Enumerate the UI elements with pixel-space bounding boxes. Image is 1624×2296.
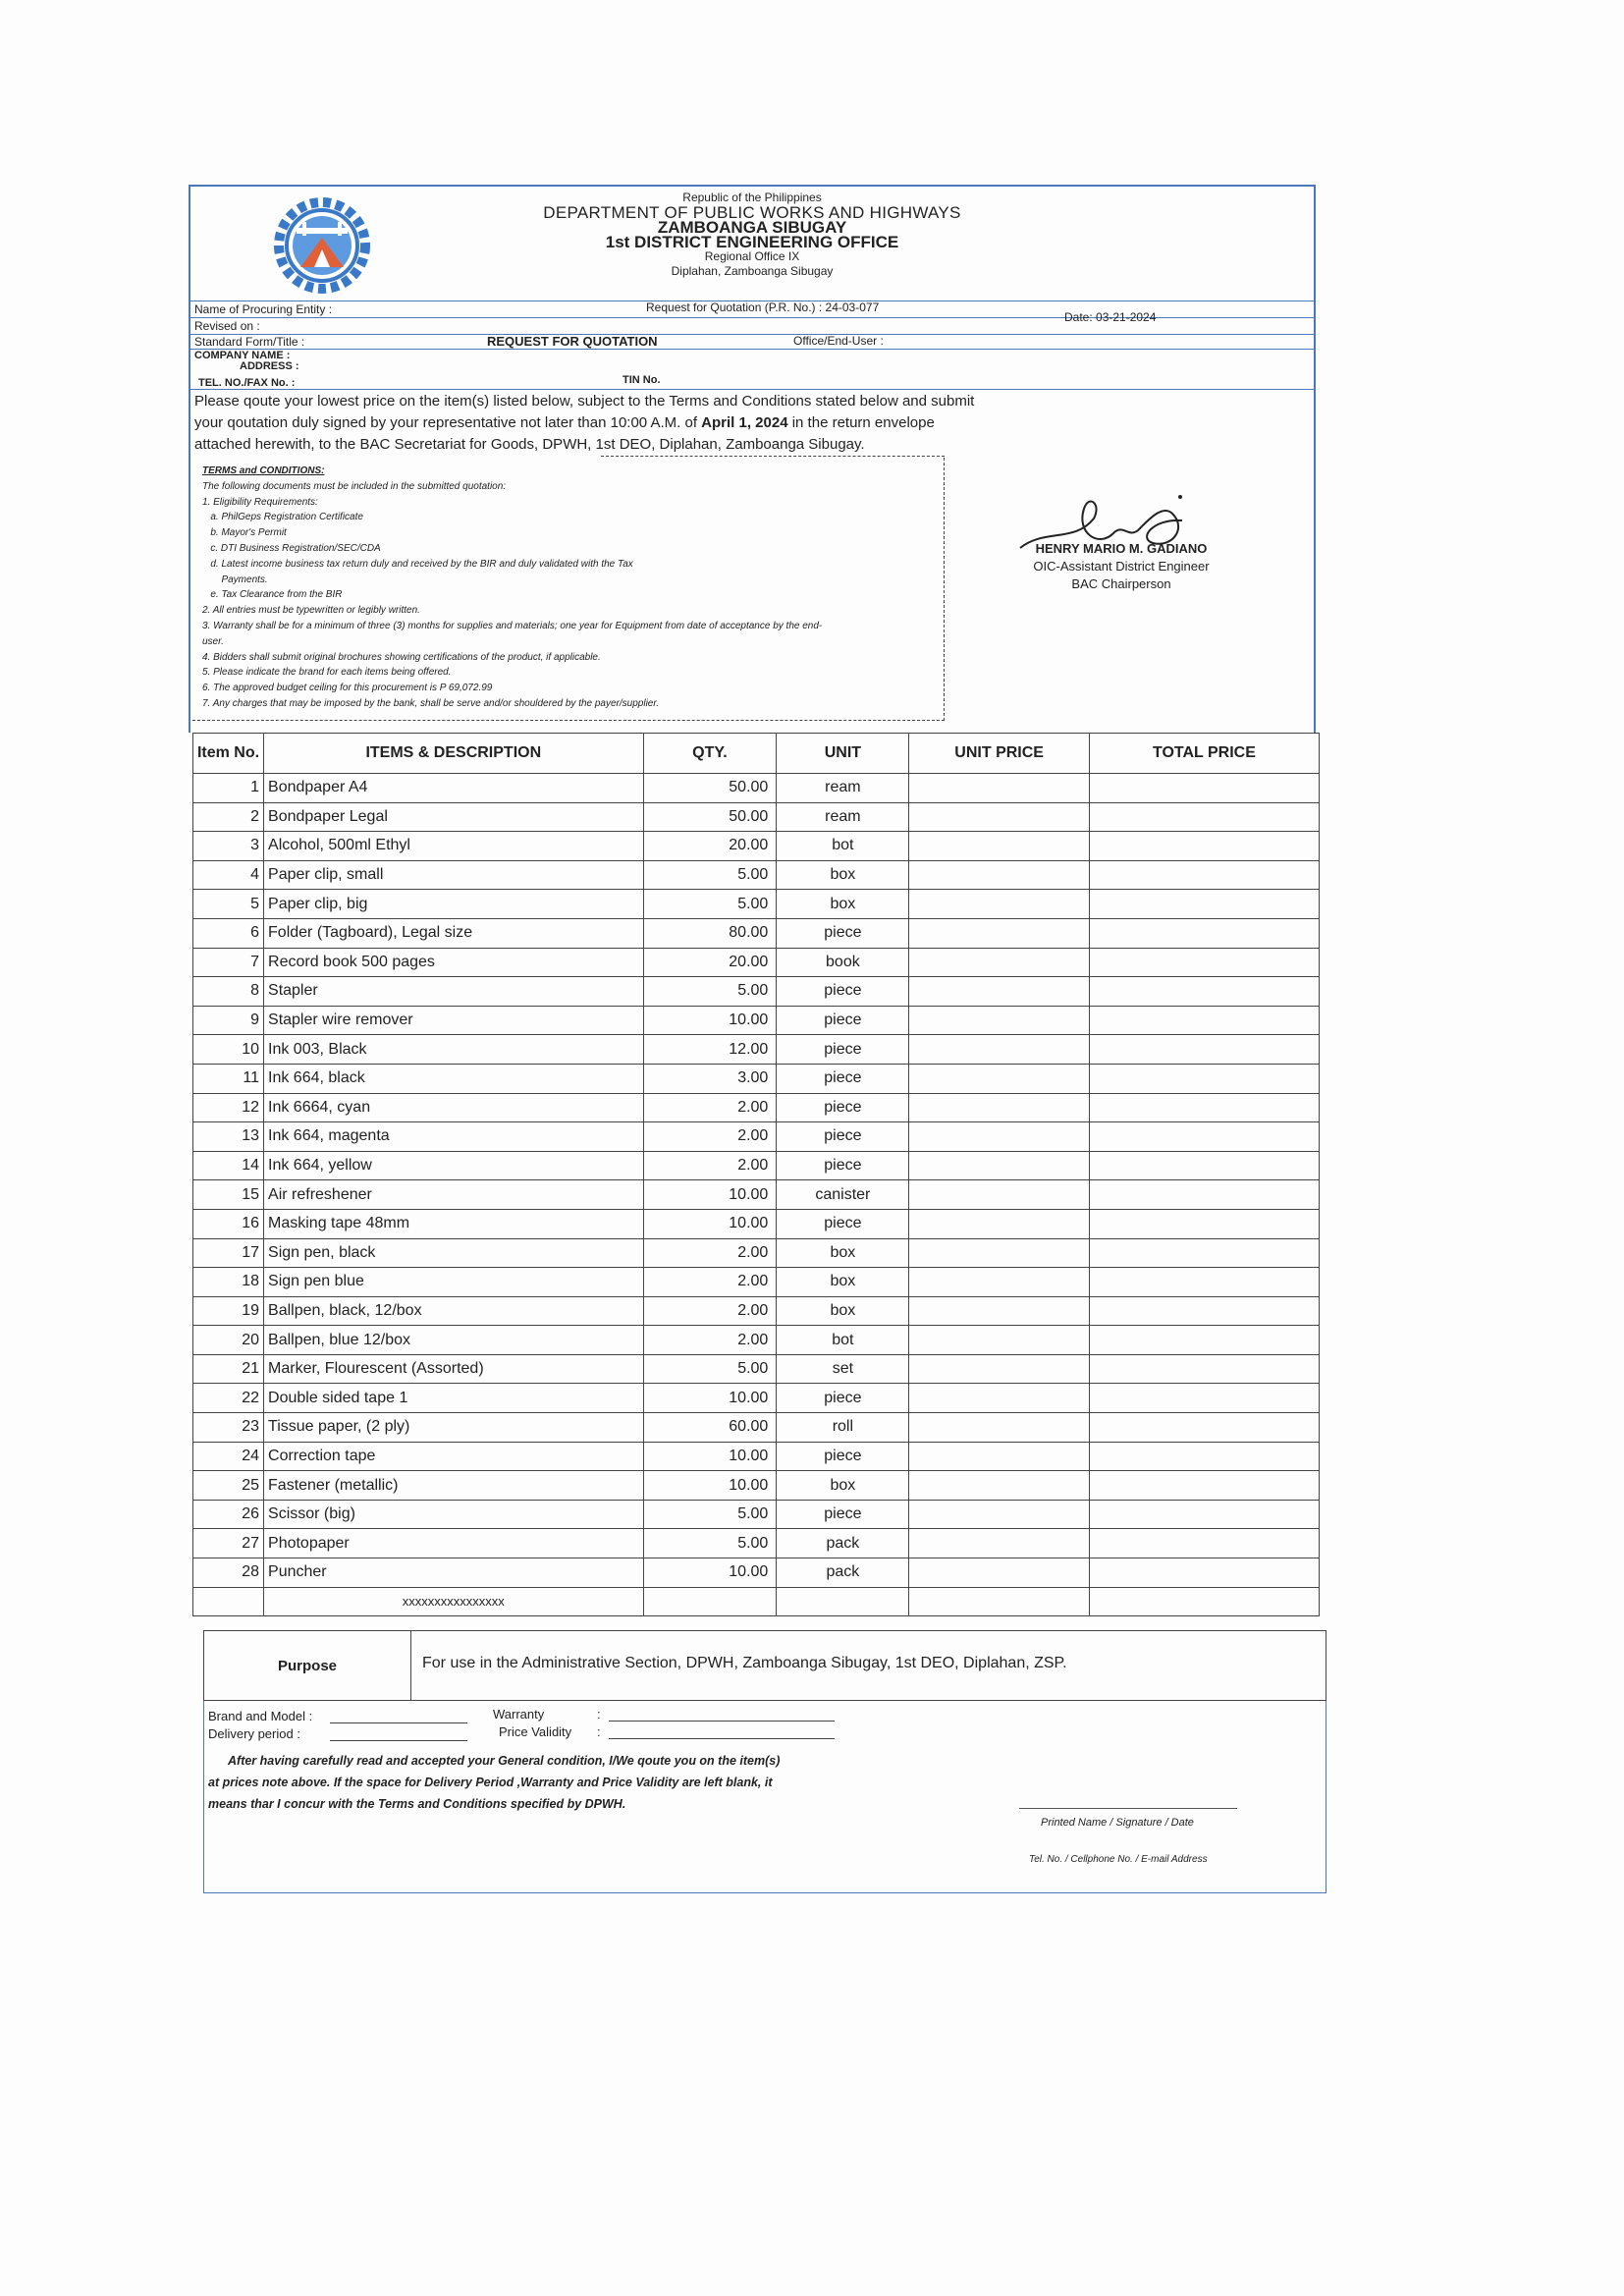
item-number: 28 (193, 1558, 264, 1588)
item-unit: box (777, 1471, 909, 1501)
col-unit-price: UNIT PRICE (909, 734, 1089, 774)
item-qty: 10.00 (643, 1558, 777, 1588)
item-description: Marker, Flourescent (Assorted) (264, 1354, 644, 1384)
table-row (193, 1413, 1320, 1443)
table-row (193, 1209, 1320, 1238)
note-line-1: After having carefully read and accepted your General condition, I/We qoute you on the item(s) (228, 1754, 781, 1768)
item-number: 3 (193, 832, 264, 861)
total-price-cell[interactable] (1089, 1529, 1319, 1558)
department-name: DEPARTMENT OF PUBLIC WORKS AND HIGHWAYS (543, 203, 961, 222)
item-number: 16 (193, 1209, 264, 1238)
terms-line: 4. Bidders shall submit original brochures showing certifications of the product, if applicable. (202, 651, 601, 663)
office-end-user-label: Office/End-User : (793, 334, 884, 348)
intro-line-3: attached herewith, to the BAC Secretariat for Goods, DPWH, 1st DEO, Diplahan, Zamboanga Sibugay. (194, 436, 865, 453)
item-number: 17 (193, 1238, 264, 1268)
item-number: 5 (193, 890, 264, 919)
revised-on-label: Revised on : (194, 319, 260, 333)
item-description: Stapler (264, 977, 644, 1007)
item-unit: piece (777, 1122, 909, 1152)
terms-line: e. Tax Clearance from the BIR (202, 589, 343, 601)
terms-line: 5. Please indicate the brand for each items being offered. (202, 667, 452, 679)
unit-price-cell[interactable] (909, 1035, 1089, 1065)
item-qty: 10.00 (643, 1442, 777, 1471)
unit-price-cell[interactable] (909, 1151, 1089, 1180)
item-number: 20 (193, 1326, 264, 1355)
item-unit: roll (777, 1413, 909, 1443)
signatory-block (1003, 540, 1239, 593)
signature-caption: Printed Name / Signature / Date (1041, 1817, 1194, 1829)
item-unit: box (777, 860, 909, 890)
table-row (193, 1268, 1320, 1297)
total-price-cell[interactable] (1089, 1558, 1319, 1588)
item-description: Air refreshener (264, 1180, 644, 1210)
empty-cell (1089, 1587, 1319, 1616)
item-qty: 5.00 (643, 1529, 777, 1558)
item-unit: piece (777, 1500, 909, 1529)
item-unit: bot (777, 1326, 909, 1355)
total-price-cell[interactable] (1089, 1384, 1319, 1413)
item-unit: canister (777, 1180, 909, 1210)
table-row (193, 832, 1320, 861)
item-number: 12 (193, 1093, 264, 1122)
intro-line-1: Please qoute your lowest price on the item(s) listed below, subject to the Terms and Conditions stated below and submit (194, 393, 975, 410)
contact-caption: Tel. No. / Cellphone No. / E-mail Address (1029, 1854, 1208, 1865)
table-row (193, 1180, 1320, 1210)
item-number: 27 (193, 1529, 264, 1558)
terms-list (202, 479, 944, 712)
item-description: Double sided tape 1 (264, 1384, 644, 1413)
table-row (193, 890, 1320, 919)
item-qty: 50.00 (643, 802, 777, 832)
table-row (193, 977, 1320, 1007)
item-qty: 50.00 (643, 774, 777, 803)
item-qty: 5.00 (643, 1500, 777, 1529)
item-qty: 2.00 (643, 1151, 777, 1180)
item-number: 11 (193, 1064, 264, 1093)
total-price-cell[interactable] (1089, 1413, 1319, 1443)
item-number: 25 (193, 1471, 264, 1501)
terms-line: d. Latest income business tax return duly and received by the BIR and duly validated with the Tax (202, 558, 633, 570)
item-qty: 10.00 (643, 1471, 777, 1501)
item-number: 4 (193, 860, 264, 890)
item-number: 22 (193, 1384, 264, 1413)
item-unit: bot (777, 832, 909, 861)
item-description: Fastener (metallic) (264, 1471, 644, 1501)
terms-and-conditions (192, 458, 945, 721)
terms-line: The following documents must be included in the submitted quotation: (202, 480, 507, 492)
total-price-cell[interactable] (1089, 1268, 1319, 1297)
terms-line: 1. Eligibility Requirements: (202, 496, 318, 508)
unit-price-cell[interactable] (909, 774, 1089, 803)
warranty-field[interactable] (609, 1721, 835, 1722)
col-item-no: Item No. (193, 734, 264, 774)
terms-line: 7. Any charges that may be imposed by the bank, shall be serve and/or shouldered by the payer/supplier. (202, 697, 660, 709)
item-unit: set (777, 1354, 909, 1384)
item-unit: piece (777, 1151, 909, 1180)
unit-price-cell[interactable] (909, 832, 1089, 861)
empty-cell (643, 1587, 777, 1616)
info-block (189, 301, 1316, 393)
item-description: Ink 664, magenta (264, 1122, 644, 1152)
item-qty: 10.00 (643, 1384, 777, 1413)
item-unit: ream (777, 774, 909, 803)
item-description: Bondpaper A4 (264, 774, 644, 803)
item-number: 1 (193, 774, 264, 803)
item-number: 8 (193, 977, 264, 1007)
total-price-cell[interactable] (1089, 948, 1319, 977)
office-name: 1st DISTRICT ENGINEERING OFFICE (605, 233, 899, 251)
item-description: Ink 664, black (264, 1064, 644, 1093)
item-qty: 20.00 (643, 948, 777, 977)
col-total-price: TOTAL PRICE (1089, 734, 1319, 774)
item-description: Alcohol, 500ml Ethyl (264, 832, 644, 861)
unit-price-cell[interactable] (909, 890, 1089, 919)
location-line: Diplahan, Zamboanga Sibugay (671, 264, 834, 278)
table-row (193, 1238, 1320, 1268)
item-description: Sign pen, black (264, 1238, 644, 1268)
unit-price-cell[interactable] (909, 1209, 1089, 1238)
terms-line: 3. Warranty shall be for a minimum of three (3) months for supplies and materials; one year for Equipment from date of acceptance by the end- (202, 620, 823, 631)
item-unit: pack (777, 1529, 909, 1558)
item-description: Bondpaper Legal (264, 802, 644, 832)
unit-price-cell[interactable] (909, 1384, 1089, 1413)
item-qty: 3.00 (643, 1064, 777, 1093)
total-price-cell[interactable] (1089, 1354, 1319, 1384)
document-header (189, 185, 1316, 301)
item-unit: piece (777, 1064, 909, 1093)
item-number: 14 (193, 1151, 264, 1180)
table-row (193, 1529, 1320, 1558)
tin-label: TIN No. (623, 374, 661, 386)
total-price-cell[interactable] (1089, 918, 1319, 948)
item-number: 18 (193, 1268, 264, 1297)
total-price-cell[interactable] (1089, 1209, 1319, 1238)
terms-line: user. (202, 635, 224, 647)
item-qty: 2.00 (643, 1268, 777, 1297)
signatory-title: OIC-Assistant District Engineer (1033, 559, 1210, 574)
item-number: 19 (193, 1296, 264, 1326)
total-price-cell[interactable] (1089, 1151, 1319, 1180)
item-description: Ink 003, Black (264, 1035, 644, 1065)
unit-price-cell[interactable] (909, 918, 1089, 948)
item-description: Ink 6664, cyan (264, 1093, 644, 1122)
item-qty: 60.00 (643, 1413, 777, 1443)
province-name: ZAMBOANGA SIBUGAY (657, 218, 847, 237)
table-row (193, 1006, 1320, 1035)
delivery-period-field[interactable] (330, 1740, 467, 1741)
table-row (193, 1151, 1320, 1180)
item-description: Tissue paper, (2 ply) (264, 1413, 644, 1443)
item-qty: 12.00 (643, 1035, 777, 1065)
item-qty: 5.00 (643, 860, 777, 890)
quotation-sheet (189, 185, 1316, 1893)
table-row (193, 1122, 1320, 1152)
signature-line[interactable] (1019, 1808, 1237, 1809)
item-description: Masking tape 48mm (264, 1209, 644, 1238)
total-price-cell[interactable] (1089, 1296, 1319, 1326)
table-row (193, 1035, 1320, 1065)
total-price-cell[interactable] (1089, 1122, 1319, 1152)
item-description: Sign pen blue (264, 1268, 644, 1297)
item-unit: pack (777, 1558, 909, 1588)
unit-price-cell[interactable] (909, 1268, 1089, 1297)
note-line-3: means thar I concur with the Terms and Conditions specified by DPWH. (208, 1797, 626, 1811)
col-qty: QTY. (643, 734, 777, 774)
price-validity-label: Price Validity (499, 1724, 572, 1739)
quotation-date: Date: 03-21-2024 (1064, 310, 1157, 324)
item-qty: 5.00 (643, 1354, 777, 1384)
unit-price-cell[interactable] (909, 1093, 1089, 1122)
total-price-cell[interactable] (1089, 1326, 1319, 1355)
table-row (193, 1354, 1320, 1384)
table-row (193, 1500, 1320, 1529)
unit-price-cell[interactable] (909, 1442, 1089, 1471)
unit-price-cell[interactable] (909, 802, 1089, 832)
region-line: Regional Office IX (704, 249, 800, 263)
item-qty: 20.00 (643, 832, 777, 861)
unit-price-cell[interactable] (909, 860, 1089, 890)
item-qty: 2.00 (643, 1296, 777, 1326)
item-unit: piece (777, 977, 909, 1007)
item-number: 2 (193, 802, 264, 832)
table-row (193, 1296, 1320, 1326)
signatory-role: BAC Chairperson (1071, 576, 1171, 591)
terms-top-dash (601, 456, 945, 457)
item-number: 9 (193, 1006, 264, 1035)
purpose-label: Purpose (204, 1631, 411, 1700)
col-unit: UNIT (777, 734, 909, 774)
standard-form-label: Standard Form/Title : (194, 335, 305, 349)
item-qty: 2.00 (643, 1326, 777, 1355)
item-description: Paper clip, small (264, 860, 644, 890)
item-description: Ink 664, yellow (264, 1151, 644, 1180)
item-unit: piece (777, 1384, 909, 1413)
bidder-section: Brand and Model : Delivery period : Warranty : Price Validity : After having carefully read and accepted your General condition, I/We qoute you on the item(s) at prices note above. If the space for Delivery Period ,Warranty and Price Validity are left blank, it means thar I concur with the Terms and Conditions specified by DPWH. Printed Name / Signature / Date Tel. No. / Cellphone No. / E-mail Address (203, 1701, 1326, 1893)
unit-price-cell[interactable] (909, 1500, 1089, 1529)
item-unit: piece (777, 1209, 909, 1238)
item-unit: box (777, 890, 909, 919)
intro-paragraph (194, 391, 974, 456)
unit-price-cell[interactable] (909, 1296, 1089, 1326)
item-number: 21 (193, 1354, 264, 1384)
item-qty: 2.00 (643, 1238, 777, 1268)
terms-line: a. PhilGeps Registration Certificate (202, 512, 363, 523)
item-qty: 10.00 (643, 1006, 777, 1035)
unit-price-cell[interactable] (909, 1064, 1089, 1093)
item-unit: piece (777, 1006, 909, 1035)
table-row (193, 774, 1320, 803)
item-unit: book (777, 948, 909, 977)
unit-price-cell[interactable] (909, 1122, 1089, 1152)
item-description: Paper clip, big (264, 890, 644, 919)
item-qty: 5.00 (643, 977, 777, 1007)
item-qty: 10.00 (643, 1180, 777, 1210)
item-unit: piece (777, 1035, 909, 1065)
item-number: 7 (193, 948, 264, 977)
brand-model-field[interactable] (330, 1722, 467, 1723)
item-number: 6 (193, 918, 264, 948)
note-line-2: at prices note above. If the space for Delivery Period ,Warranty and Price Validity are left blank, it (208, 1776, 773, 1789)
item-number: 10 (193, 1035, 264, 1065)
item-description: Ballpen, black, 12/box (264, 1296, 644, 1326)
table-row (193, 1558, 1320, 1588)
terms-line: 6. The approved budget ceiling for this procurement is P 69,072.99 (202, 683, 493, 694)
table-row (193, 1064, 1320, 1093)
item-description: Record book 500 pages (264, 948, 644, 977)
total-price-cell[interactable] (1089, 1180, 1319, 1210)
unit-price-cell[interactable] (909, 1180, 1089, 1210)
item-unit: box (777, 1268, 909, 1297)
purpose-section (203, 1630, 1326, 1701)
item-qty: 2.00 (643, 1122, 777, 1152)
purpose-text: For use in the Administrative Section, DPWH, Zamboanga Sibugay, 1st DEO, Diplahan, ZSP. (422, 1655, 1067, 1671)
total-price-cell[interactable] (1089, 1471, 1319, 1501)
form-title: REQUEST FOR QUOTATION (487, 334, 658, 349)
item-unit: piece (777, 1442, 909, 1471)
brand-model-label: Brand and Model : (208, 1709, 313, 1723)
item-unit: box (777, 1296, 909, 1326)
total-price-cell[interactable] (1089, 1238, 1319, 1268)
item-number: 24 (193, 1442, 264, 1471)
intro-line-2a: your qoutation duly signed by your representative not later than 10:00 A.M. of (194, 414, 702, 431)
procuring-entity-label: Name of Procuring Entity : (194, 302, 333, 316)
total-price-cell[interactable] (1089, 1006, 1319, 1035)
table-row (193, 802, 1320, 832)
items-table (192, 733, 1320, 1616)
item-unit: ream (777, 802, 909, 832)
items-body (193, 774, 1320, 1616)
acceptance-note (208, 1750, 780, 1815)
unit-price-cell[interactable] (909, 1354, 1089, 1384)
terms-line: c. DTI Business Registration/SEC/CDA (202, 542, 381, 554)
item-unit: piece (777, 1093, 909, 1122)
terms-title: TERMS and CONDITIONS: (202, 465, 325, 476)
total-price-cell[interactable] (1089, 890, 1319, 919)
item-description: Folder (Tagboard), Legal size (264, 918, 644, 948)
unit-price-cell[interactable] (909, 1413, 1089, 1443)
item-qty: 2.00 (643, 1093, 777, 1122)
item-number: 15 (193, 1180, 264, 1210)
signatory-name: HENRY MARIO M. GADIANO (1035, 541, 1208, 556)
item-number: 23 (193, 1413, 264, 1443)
delivery-period-label: Delivery period : (208, 1726, 300, 1741)
total-price-cell[interactable] (1089, 977, 1319, 1007)
table-row (193, 1471, 1320, 1501)
item-qty: 5.00 (643, 890, 777, 919)
terms-line: b. Mayor's Permit (202, 527, 287, 539)
warranty-label: Warranty (493, 1707, 545, 1722)
item-qty: 80.00 (643, 918, 777, 948)
total-price-cell[interactable] (1089, 802, 1319, 832)
total-price-cell[interactable] (1089, 1035, 1319, 1065)
price-validity-field[interactable] (609, 1738, 835, 1739)
table-header-row (193, 734, 1320, 774)
empty-cell (193, 1587, 264, 1616)
empty-cell (777, 1587, 909, 1616)
item-description: Scissor (big) (264, 1500, 644, 1529)
company-name-label: COMPANY NAME : (194, 350, 291, 361)
unit-price-cell[interactable] (909, 1238, 1089, 1268)
deadline-date: April 1, 2024 (701, 414, 788, 431)
item-qty: 10.00 (643, 1209, 777, 1238)
unit-price-cell[interactable] (909, 1529, 1089, 1558)
terms-line: 2. All entries must be typewritten or legibly written. (202, 605, 420, 617)
item-number: 26 (193, 1500, 264, 1529)
republic-line: Republic of the Philippines (682, 191, 822, 204)
unit-price-cell[interactable] (909, 1006, 1089, 1035)
table-row (193, 948, 1320, 977)
table-row (193, 918, 1320, 948)
table-row (193, 1093, 1320, 1122)
col-description: ITEMS & DESCRIPTION (264, 734, 644, 774)
unit-price-cell[interactable] (909, 1471, 1089, 1501)
total-price-cell[interactable] (1089, 1093, 1319, 1122)
address-label: ADDRESS : (240, 360, 299, 372)
intro-line-2c: in the return envelope (787, 414, 935, 431)
table-row (193, 1587, 1320, 1616)
item-number: 13 (193, 1122, 264, 1152)
unit-price-cell[interactable] (909, 977, 1089, 1007)
item-unit: piece (777, 918, 909, 948)
table-row (193, 860, 1320, 890)
total-price-cell[interactable] (1089, 1500, 1319, 1529)
item-description: Stapler wire remover (264, 1006, 644, 1035)
total-price-cell[interactable] (1089, 774, 1319, 803)
empty-cell (909, 1587, 1089, 1616)
item-unit: box (777, 1238, 909, 1268)
total-price-cell[interactable] (1089, 860, 1319, 890)
item-description: Ballpen, blue 12/box (264, 1326, 644, 1355)
item-description: Puncher (264, 1558, 644, 1588)
unit-price-cell[interactable] (909, 1326, 1089, 1355)
total-price-cell[interactable] (1089, 832, 1319, 861)
unit-price-cell[interactable] (909, 948, 1089, 977)
item-description: Correction tape (264, 1442, 644, 1471)
rfq-number: Request for Quotation (P.R. No.) : 24-03-077 (646, 301, 880, 314)
end-marker: xxxxxxxxxxxxxxxx (264, 1587, 644, 1616)
unit-price-cell[interactable] (909, 1558, 1089, 1588)
total-price-cell[interactable] (1089, 1064, 1319, 1093)
table-row (193, 1326, 1320, 1355)
item-description: Photopaper (264, 1529, 644, 1558)
tel-fax-label: TEL. NO./FAX No. : (198, 377, 296, 389)
total-price-cell[interactable] (1089, 1442, 1319, 1471)
table-row (193, 1442, 1320, 1471)
table-row (193, 1384, 1320, 1413)
terms-line: Payments. (202, 574, 268, 585)
